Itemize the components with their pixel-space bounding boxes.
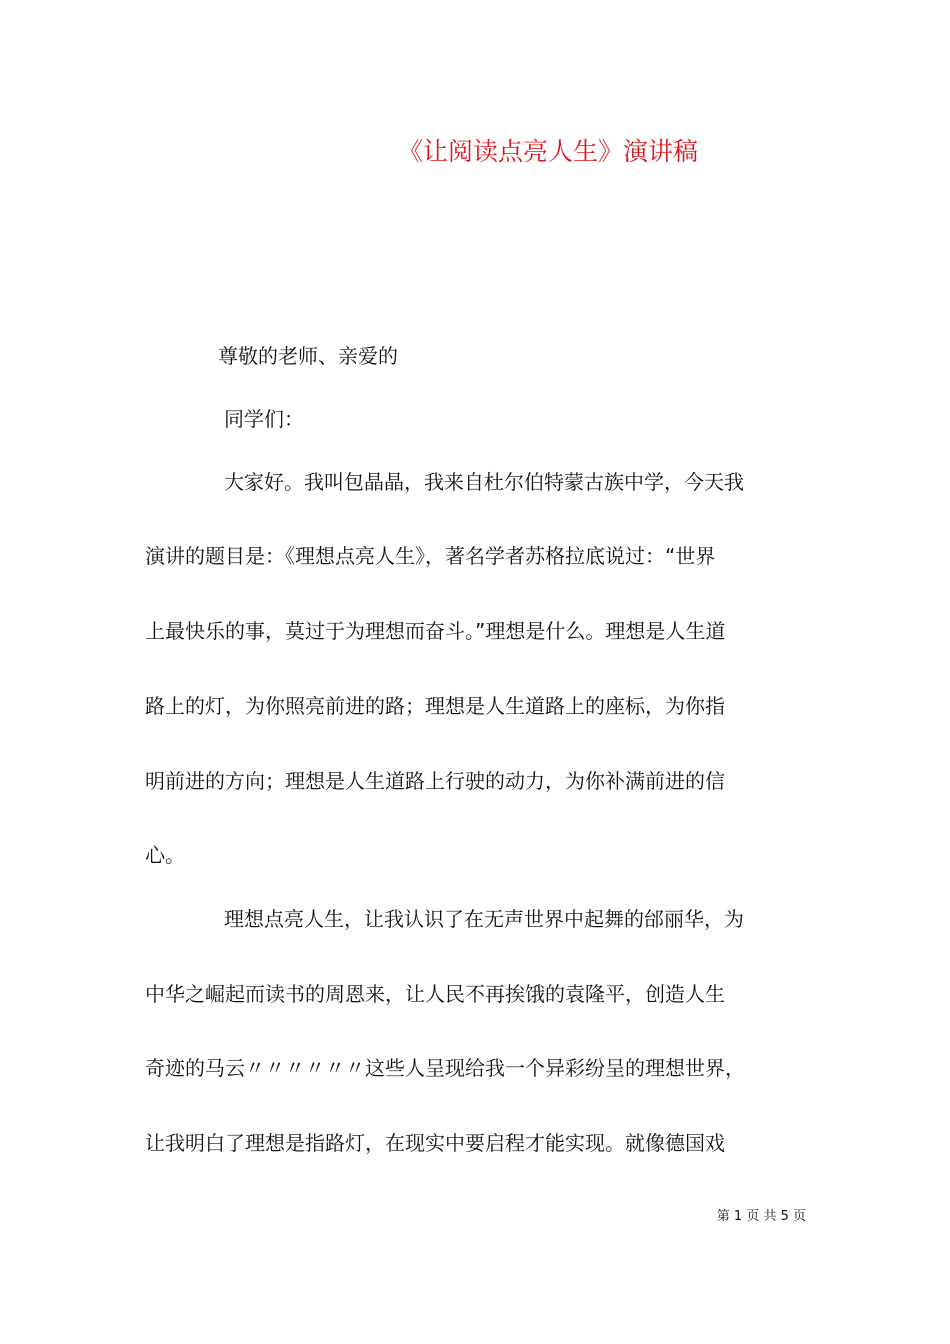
page-indicator: 第 1 页 共 5 页 [716,1209,806,1224]
paragraph-line: 奇迹的马云〃〃〃〃〃〃这些人呈现给我一个异彩纷呈的理想世界， [145,1056,745,1080]
salutation-line: 尊敬的老师、亲爱的 [218,344,398,368]
paragraph-line: 中华之崛起而读书的周恩来，让人民不再挨饿的袁隆平，创造人生 [145,982,725,1006]
paragraph-line: 理想点亮人生，让我认识了在无声世界中起舞的邰丽华，为 [224,907,744,931]
paragraph-line: 大家好。我叫包晶晶，我来自杜尔伯特蒙古族中学，今天我 [224,470,744,494]
paragraph-line: 让我明白了理想是指路灯，在现实中要启程才能实现。就像德国戏 [145,1131,725,1155]
page-title: 《让阅读点亮人生》演讲稿 [397,137,698,166]
paragraph-line: 演讲的题目是：《理想点亮人生》，著名学者苏格拉底说过：“世界 [145,544,716,568]
paragraph-line: 明前进的方向；理想是人生道路上行驶的动力，为你补满前进的信 [145,769,725,793]
paragraph-line: 路上的灯，为你照亮前进的路；理想是人生道路上的座标，为你指 [145,694,725,718]
salutation-line: 同学们： [224,407,304,431]
paragraph-line: 上最快乐的事，莫过于为理想而奋斗。”理想是什么。理想是人生道 [145,619,726,643]
paragraph-line: 心。 [145,843,185,867]
